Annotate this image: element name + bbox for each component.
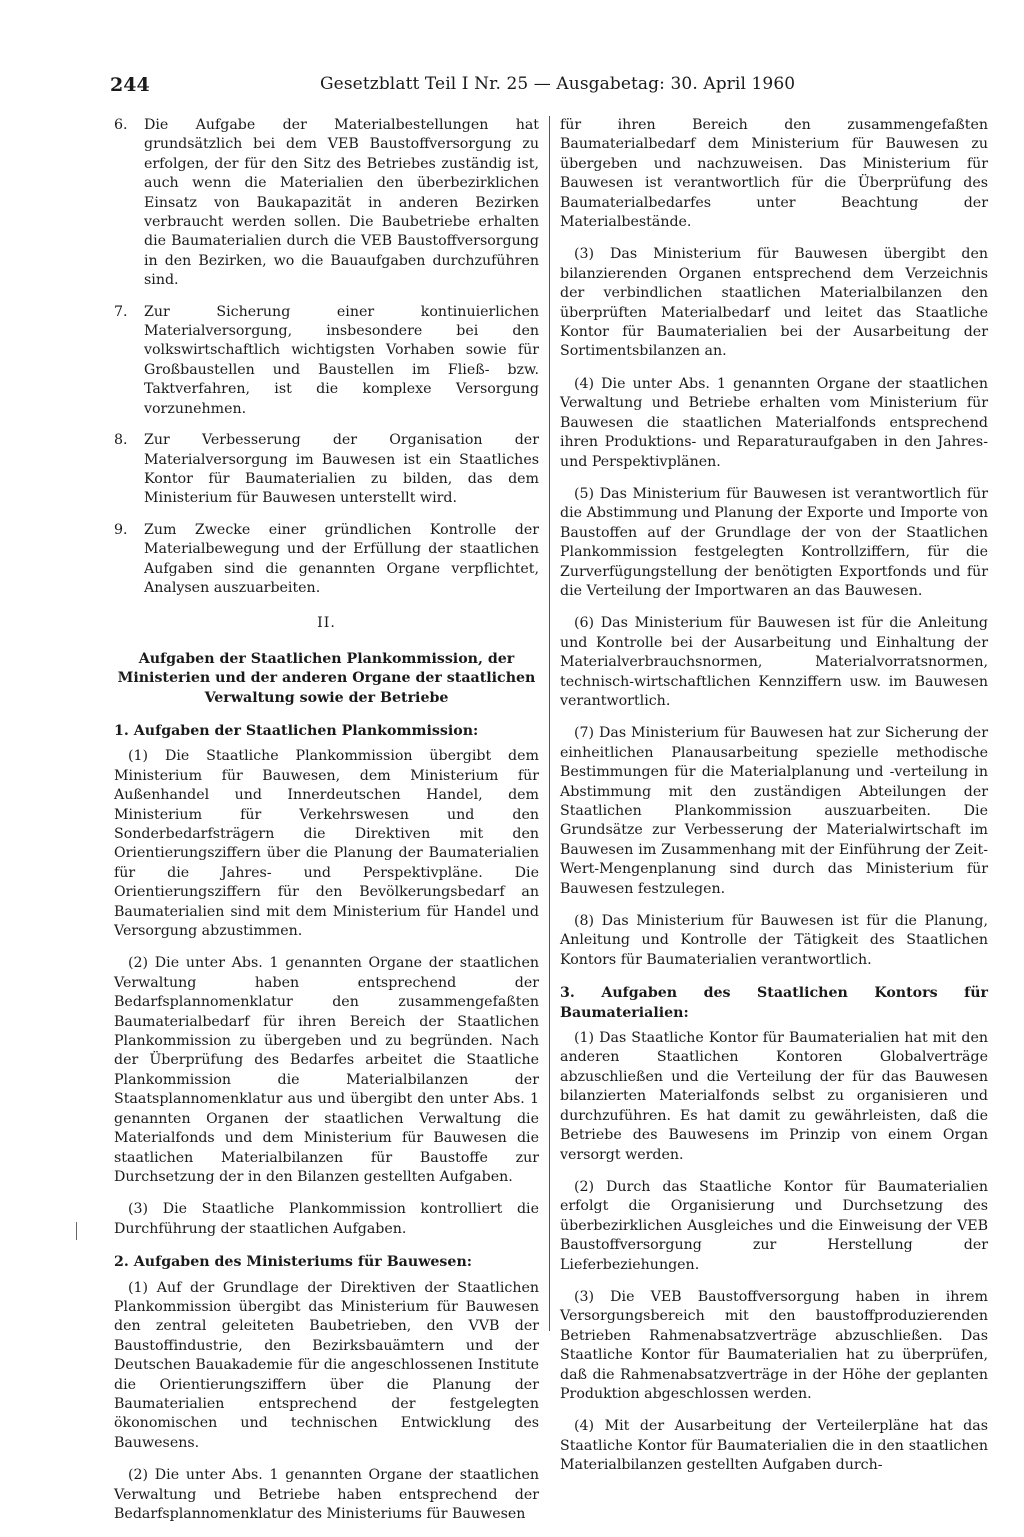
paragraph: (1) Auf der Grundlage der Direktiven der Staatlichen Plankommission übergibt das Ministerium für Bauwesen den zentral geleiteten Baubetrieben, den VVB der Baustoffindustrie, den Bezirksbauämtern und der Deutschen Bauakademie für die angeschlossenen Institute die Orientierungsziffern über die Planung der Baumaterialien entsprechend der festgelegten ökonomischen und technischen Entwicklung des Bauwesens. xyxy=(114,1279,539,1451)
subsection-title: Aufgaben der Staatlichen Plankommission: xyxy=(133,722,479,739)
chapter-title: Aufgaben der Staatlichen Plankommission, der Ministerien und der anderen Organe der staatlichen Verwaltung sowie der Betriebe xyxy=(117,650,536,706)
item-number: 9. xyxy=(114,521,128,538)
numbered-item-8 xyxy=(114,431,539,509)
paragraph: (1) Die Staatliche Plankommission übergibt dem Ministerium für Bauwesen, dem Ministerium für Außenhandel und Innerdeutschen Handel, dem Ministerium für Verkehrswesen und den Sonderbedarfsträgern die Direktiven mit den Orientierungsziffern über die Planung der Baumaterialien für die Jahres- und Perspektivpläne. Die Orientierungsziffern für den Bevölkerungsbedarf an Baumaterialien sind mit dem Ministerium für Handel und Versorgung abzustimmen. xyxy=(114,748,539,940)
paragraph: (3) Das Ministerium für Bauwesen übergibt den bilanzierenden Organen entsprechend dem Verzeichnis der verbindlichen staatlichen Materialbilanzen den überprüften Materialbedarf und leitet das Staatliche Kontor für Baumaterialien bei der Ausarbeitung der Sortimentsbilanzen an. xyxy=(560,246,988,360)
paragraph: (3) Die Staatliche Plankommission kontrolliert die Durchführung der staatlichen Aufgaben. xyxy=(114,1201,539,1237)
paragraph: (2) Durch das Staatliche Kontor für Baumaterialien erfolgt die Organisierung und Durchsetzung des überbezirklichen Ausgleiches und die Einweisung der VEB Baustoffversorgung zur Herstellung der Lieferbeziehungen. xyxy=(560,1178,988,1273)
subsection-title: Aufgaben des Staatlichen Kontors für Baumaterialien: xyxy=(560,985,988,1021)
running-title: Gesetzblatt Teil I Nr. 25 — Ausgabetag: 30. April 1960 xyxy=(320,74,796,94)
item-number: 7. xyxy=(114,303,128,320)
column-divider xyxy=(549,116,550,1331)
paragraph: (1) Das Staatliche Kontor für Baumaterialien hat mit den anderen Staatlichen Kontoren Globalverträge abzuschließen und die Verteilung der für das Bauwesen bilanzierten Materialfonds selbst zu organisieren und durchzuführen. Es hat damit zu gewährleisten, daß die Betriebe des Bauwesens im Prinzip von einem Organ versorgt werden. xyxy=(560,1030,988,1163)
subsection-number: 1. xyxy=(114,722,129,739)
item-text: Zur Verbesserung der Organisation der Materialversorgung im Bauwesen ist ein Staatliches Kontor für Baumaterialien zu bilden, das dem Ministerium für Bauwesen unterstellt wird. xyxy=(144,432,539,507)
numbered-item-7 xyxy=(114,303,539,419)
item-text: Zur Sicherung einer kontinuierlichen Materialversorgung, insbesondere bei den volkswirtschaftlich wichtigsten Vorhaben sowie für Großbaustellen und Baustellen im Fließ- bzw. Taktverfahren, ist die komplexe Versorgung vorzunehmen. xyxy=(144,303,539,417)
paragraph: (6) Das Ministerium für Bauwesen ist für die Anleitung und Kontrolle bei der Ausarbeitung und Einhaltung der Materialverbrauchsnormen, Materialvorratsnormen, technisch-wirtschaftlichen Kennziffern usw. im Bauwesen verantwortlich. xyxy=(560,615,988,709)
section-roman-numeral: II. xyxy=(317,615,336,632)
paragraph: (4) Die unter Abs. 1 genannten Organe der staatlichen Verwaltung und Betriebe erhalten vom Ministerium für Bauwesen die staatlichen Materialfonds entsprechend ihren Produktions- und Reparaturaufgaben in den Jahres- und Perspektivplänen. xyxy=(560,375,988,470)
right-column xyxy=(560,116,988,1489)
paragraph: (2) Die unter Abs. 1 genannten Organe der staatlichen Verwaltung haben entsprechend der Bedarfsplannomenklatur den zusammengefaßten Baumaterialbedarf für ihren Bereich der Staatlichen Plankommission zu übergeben und zu begründen. Nach der Überprüfung des Bedarfes arbeitet die Staatliche Plankommission die Materialbilanzen der Staatsplannomenklatur aus und übergibt den unter Abs. 1 genannten Organen der staatlichen Verwaltung die Materialfonds und dem Ministerium für Bauwesen die staatlichen Materialbilanzen für Baustoffe zur Durchsetzung der in den Bilanzen gestellten Aufgaben. xyxy=(114,955,539,1185)
numbered-item-6 xyxy=(114,116,539,291)
paragraph: (8) Das Ministerium für Bauwesen ist für die Planung, Anleitung und Kontrolle der Tätigkeit des Staatlichen Kontors für Baumaterialien verantwortlich. xyxy=(560,913,988,968)
subsection-heading-2 xyxy=(114,1253,539,1272)
subsection-heading-1 xyxy=(114,722,539,741)
page-number: 244 xyxy=(110,74,150,96)
subsection-title: Aufgaben des Ministeriums für Bauwesen: xyxy=(133,1254,473,1271)
paragraph: (4) Mit der Ausarbeitung der Verteilerpläne hat das Staatliche Kontor für Baumaterialien die in den staatlichen Materialbilanzen gestellten Aufgaben durch- xyxy=(560,1418,988,1474)
subsection-number: 3. xyxy=(560,985,575,1002)
paragraph: (3) Die VEB Baustoffversorgung haben in ihrem Versorgungsbereich mit den baustoffproduzierenden Betrieben Rahmenabsatzverträge abzuschließen. Das Staatliche Kontor für Baumaterialien hat zu überprüfen, daß die Rahmenabsatzverträge in der Höhe der geplanten Produktion abgeschlossen werden. xyxy=(560,1288,988,1402)
paragraph-continued: für ihren Bereich den zusammengefaßten Baumaterialbedarf dem Ministerium für Bauwesen zu übergeben und nachzuweisen. Das Ministerium für Bauwesen ist verantwortlich für die Überprüfung des Baumaterialbedarfes unter Beachtung der Materialbestände. xyxy=(560,117,988,231)
numbered-item-9 xyxy=(114,521,539,599)
subsection-number: 2. xyxy=(114,1254,129,1271)
left-column xyxy=(114,116,539,1537)
item-number: 8. xyxy=(114,432,128,449)
item-text: Die Aufgabe der Materialbestellungen hat grundsätzlich bei dem VEB Baustoffversorgung zu erfolgen, der für den Sitz des Betriebes zuständig ist, auch wenn die Materialien den überbezirklichen Einsatz von Baukapazität in anderen Bezirken verbraucht werden sollen. Die Baubetriebe erhalten die Baumaterialien durch die VEB Baustoffversorgung in den Bezirken, wo die Bauaufgaben durchzuführen sind. xyxy=(144,117,539,289)
paragraph: (7) Das Ministerium für Bauwesen hat zur Sicherung der einheitlichen Planausarbeitung spezielle methodische Bestimmungen für die Materialplanung und -verteilung in Abstimmung mit den zuständigen Abteilungen der Staatlichen Plankommission auszuarbeiten. Die Grundsätze zur Verbesserung der Materialwirtschaft im Bauwesen im Zusammenhang mit der Einführung der Zeit-Wert-Mengenplanung sind durch das Ministerium für Bauwesen festzulegen. xyxy=(560,725,988,897)
item-text: Zum Zwecke einer gründlichen Kontrolle der Materialbewegung und der Erfüllung der staatlichen Aufgaben sind die genannten Organe verpflichtet, Analysen auszuarbeiten. xyxy=(144,521,539,596)
page-header xyxy=(110,74,990,98)
item-number: 6. xyxy=(114,117,128,133)
paragraph: (5) Das Ministerium für Bauwesen ist verantwortlich für die Abstimmung und Planung der Exporte und Importe von Baustoffen auf der Grundlage der von der Staatlichen Plankommission festgelegten Kontrollziffern, für die Zurverfügungstellung der benötigten Exportfonds und für die Verteilung der Importwaren an das Bauwesen. xyxy=(560,485,988,599)
margin-mark xyxy=(76,1222,77,1240)
subsection-heading-3 xyxy=(560,984,988,1023)
paragraph: (2) Die unter Abs. 1 genannten Organe der staatlichen Verwaltung und Betriebe haben entsprechend der Bedarfsplannomenklatur des Ministeriums für Bauwesen xyxy=(114,1467,539,1522)
